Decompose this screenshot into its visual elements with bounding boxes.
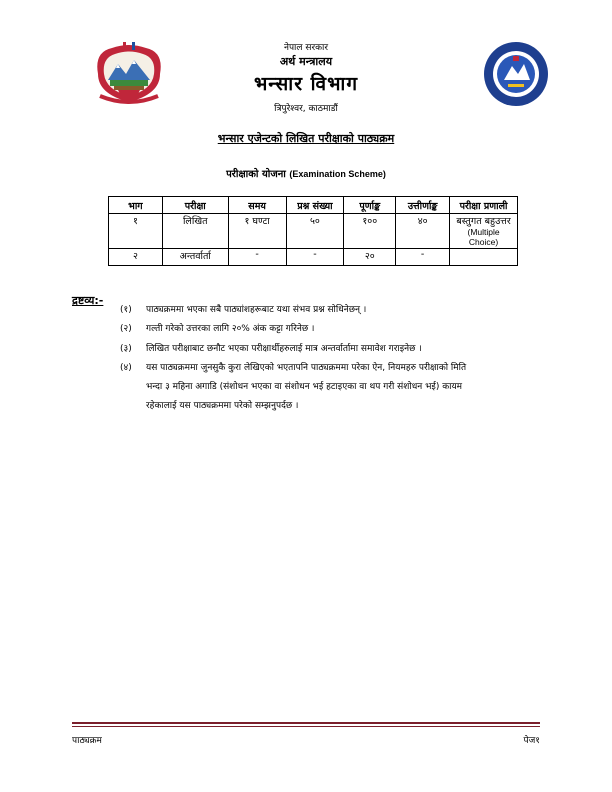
footer-divider-thin	[72, 726, 540, 727]
footer-divider	[72, 722, 540, 724]
government-label: नेपाल सरकार	[283, 43, 329, 53]
note-number: (१)	[120, 305, 132, 315]
note-text: लिखित परीक्षाबाट छनौट भएका परीक्षार्थीहरुलाई मात्र अन्तर्वार्तामा समावेश गराइनेछ ।	[146, 344, 422, 354]
header-part: भाग	[109, 197, 163, 214]
note-number: (४)	[120, 363, 132, 373]
footer-label: पाठ्यक्रम	[72, 736, 102, 746]
cell-questions: -	[286, 249, 344, 266]
document-title: भन्सार एजेन्टको लिखित परीक्षाको पाठ्यक्रम	[217, 132, 395, 145]
table-row	[109, 249, 518, 266]
header-pass-marks: उत्तीर्णाङ्क	[396, 197, 450, 214]
scheme-title-np: परीक्षाको योजना	[226, 169, 286, 180]
note-text-line: भन्दा ३ महिना अगाडि (संशोधन भएका वा संशोधन भई हटाइएका वा थप गरी संशोधन भई) कायम	[146, 382, 463, 392]
scheme-title-en: (Examination Scheme)	[289, 169, 386, 179]
notes-heading: द्रष्टव्य:-	[72, 294, 104, 307]
exam-system-np: बस्तुगत बहुउत्तर	[456, 216, 511, 227]
cell-full-marks: २०	[344, 249, 396, 266]
note-text-line: रहेकालाई यस पाठ्यक्रममा परेको सम्झनुपर्दछ ।	[146, 401, 299, 411]
header-exam: परीक्षा	[162, 197, 228, 214]
note-text: पाठ्यक्रममा भएका सबै पाठ्यांशहरूबाट यथा संभव प्रश्न सोधिनेछन् ।	[146, 305, 367, 315]
cell-pass-marks: ४०	[396, 214, 450, 249]
ministry-label: अर्थ मन्त्रालय	[279, 55, 333, 68]
department-title: भन्सार विभाग	[253, 73, 359, 95]
table-row	[109, 214, 518, 249]
cell-part: २	[109, 249, 163, 266]
cell-full-marks: १००	[344, 214, 396, 249]
note-text-line: यस पाठ्यक्रममा जुनसुकै कुरा लेखिएको भएतापनि पाठ्यक्रममा परेका ऐन, नियमहरु परीक्षाको मिति	[146, 363, 467, 373]
table-header-row	[109, 197, 518, 214]
exam-scheme-table	[108, 196, 518, 266]
cell-time: -	[228, 249, 286, 266]
note-number: (३)	[120, 344, 132, 354]
cell-part: १	[109, 214, 163, 249]
page-number: पेज१	[523, 736, 540, 746]
header-full-marks: पूर्णाङ्क	[344, 197, 396, 214]
note-text: गल्ती गरेको उत्तरका लागि २०% अंक कट्टा गरिनेछ ।	[146, 324, 315, 334]
note-number: (२)	[120, 324, 132, 334]
header-questions: प्रश्न संख्या	[286, 197, 344, 214]
cell-time: १ घण्टा	[228, 214, 286, 249]
cell-exam: अन्तर्वार्ता	[162, 249, 228, 266]
location-label: त्रिपुरेश्वर, काठमाडौं	[274, 104, 338, 114]
cell-exam-system	[450, 214, 518, 249]
exam-system-en: (Multiple Choice)	[467, 227, 500, 247]
scheme-title	[0, 166, 612, 180]
header-time: समय	[228, 197, 286, 214]
header-exam-system: परीक्षा प्रणाली	[450, 197, 518, 214]
cell-exam-system	[450, 249, 518, 266]
cell-exam: लिखित	[162, 214, 228, 249]
cell-pass-marks: -	[396, 249, 450, 266]
cell-questions: ५०	[286, 214, 344, 249]
